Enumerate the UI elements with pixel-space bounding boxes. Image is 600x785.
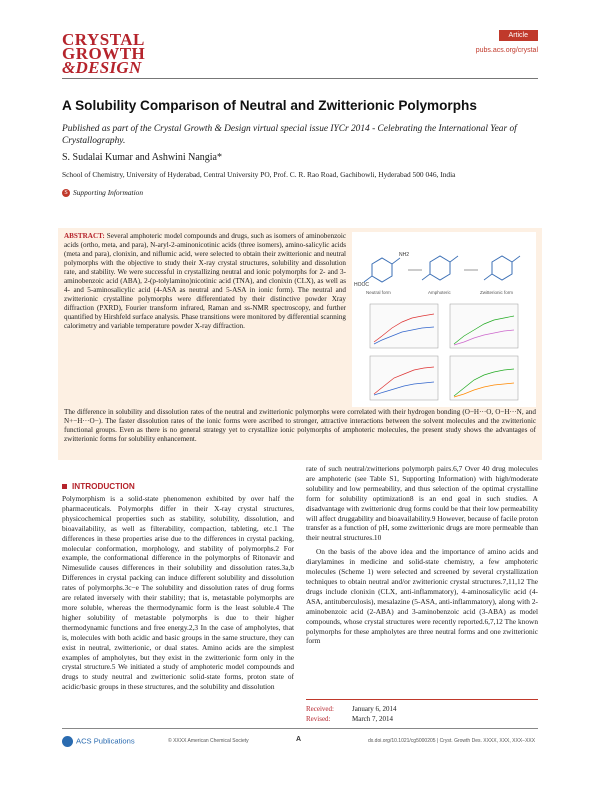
logo-line-3: &DESIGN <box>62 58 142 77</box>
doi-citation[interactable]: dx.doi.org/10.1021/cg5000205 | Cryst. Growth Des. XXXX, XXX, XXX−XXX <box>368 738 536 744</box>
abstract-body-narrow: Several amphoteric model compounds and drugs, such as isomers of aminobenzoic acids (ortho, meta, and para), N-aryl-2-aminonicotinic acids (three isomers), amino-salicylic acids (meta and para), clonixin, and niflumic acid, were selected to obtain their zwitterionic and neutral polymorphs with the objective to study their X-ray crystal structures, solubility and dissolution rate, and stability. We were successful in crystallizing neutral and ionic polymorphs for 2- and 3-aminobenzoic acid (ABA), 2-(p-tolylamino)nicotinic acid (TNA), and clonixin (CLX), as well as 4- and 5-aminosalicylic acid (4-ASA as neutral and 5-ASA in ionic form). The neutral and zwitterionic crystalline polymorphs were differentiated by their distinctive powder Xray diffraction (PXRD), Fourier transform infrared, Raman and ss-NMR spectroscopy, and further quantified by Hirshfeld surface analysis. Phase transitions were monitored by differential scanning calorimetry and variable temperature powder X-ray diffraction. <box>64 232 346 330</box>
footer-divider <box>62 728 538 729</box>
publisher-name: ACS Publications <box>76 736 135 746</box>
toc-label-1: HOOC <box>354 282 369 288</box>
intro-right-column <box>306 464 538 646</box>
toc-label-3: Neutral form <box>366 290 391 295</box>
introduction-heading <box>62 482 135 491</box>
supporting-info-icon: S <box>62 189 70 197</box>
revised-label: Revised: <box>306 715 331 723</box>
supporting-info-link[interactable] <box>62 188 143 197</box>
revised-value: March 7, 2014 <box>352 715 394 723</box>
logo-line-1: CRYSTAL <box>62 30 145 49</box>
acs-logo-icon <box>62 736 73 747</box>
article-title: A Solubility Comparison of Neutral and Zwitterionic Polymorphs <box>62 98 477 113</box>
article-type-badge: Article <box>499 30 538 41</box>
supporting-info-label: Supporting Information <box>73 188 144 197</box>
intro-right-paragraph-2: On the basis of the above idea and the importance of amino acids and diarylamines in medicine and solid-state chemistry, a few amphoteric molecules (Scheme 1) were selected and screened by several crystallization techniques to obtain neutral and/or zwitterionic crystal structures.7,11,12 The drugs include clonixin (CLX, anti-inflammatory), 4-aminosalicylic acid (4-ASA, antituberculosis), mesalazine (5-ASA, anti-inflammatory), along with 2-aminobenzoic acid (2-ABA) and 3-aminobenzoic acid (3-ABA) as model compounds, whose crystal structures were recently reported.6,7,12 The known polymorphs for these ampholytes are three neutral forms and one zwitterionic form <box>306 547 538 646</box>
copyright: © XXXX American Chemical Society <box>168 738 249 744</box>
article-dates <box>306 704 397 724</box>
toc-graphic <box>352 232 536 407</box>
author-list: S. Sudalai Kumar and Ashwini Nangia* <box>62 152 222 163</box>
toc-label-5: Zwitterionic form <box>480 290 514 295</box>
toc-plot-2 <box>450 304 518 348</box>
article-subtitle: Published as part of the Crystal Growth & Design virtual special issue IYCr 2014 - Celebrating the International Year of Crystallography. <box>62 124 517 146</box>
intro-right-paragraph-1: rate of such neutral/zwitterions polymorph pairs.6,7 Over 40 drug molecules are amphoteric (see Table S1, Supporting Information) with high/moderate solubility and low permeability, and thus selection of the optimal crystalline form for solubility optimization8 is an end goal in such studies. A disadvantage with zwitterionic drug forms could be that their low permeability will affect druggability and bioavailability.9 However, because of facile proton transfer as a function of pH, some zwitterionic drugs are more permeable than their neutral structures.10 <box>306 464 538 543</box>
received-label: Received: <box>306 705 334 713</box>
logo-line-2: GROWTH <box>62 44 146 63</box>
abstract-body-full: The difference in solubility and dissolution rates of the neutral and zwitterionic polymorphs were correlated with their hydrogen bonding (O−H···O, O−H···N, and N+−H···O−). The faster dissolution rates of the ionic forms were ascribed to stronger, attractive interactions between the solvent molecules and the zwitterionic functional groups. Even as there is no general strategy yet to crystallize ionic polymorphs of amphoteric molecules, the present study shows the advantages of zwitterionic forms for solubility enhancement. <box>64 408 536 443</box>
publisher-logo[interactable] <box>62 736 135 747</box>
dates-divider <box>306 699 538 700</box>
journal-url-link[interactable]: pubs.acs.org/crystal <box>475 47 538 54</box>
toc-label-4: Amphoteric <box>428 290 451 295</box>
toc-plot-4 <box>450 356 518 400</box>
received-value: January 6, 2014 <box>352 705 397 713</box>
toc-plot-3 <box>370 356 438 400</box>
affiliation: School of Chemistry, University of Hyderabad, Central University PO, Prof. C. R. Rao Road, Gachibowli, Hyderabad 500 046, India <box>62 170 456 179</box>
toc-plot-1 <box>370 304 438 348</box>
abstract-label: ABSTRACT: <box>64 232 105 240</box>
received-row <box>306 704 397 714</box>
journal-logo <box>62 30 212 77</box>
revised-row <box>306 714 397 724</box>
header-divider <box>62 78 538 79</box>
section-marker-icon <box>62 484 67 489</box>
introduction-heading-text: INTRODUCTION <box>72 482 135 491</box>
toc-label-2: NH2 <box>399 252 410 258</box>
intro-left-column: Polymorphism is a solid-state phenomenon exhibited by over half the pharmaceuticals. Polymorphs differ in their X-ray crystal structures, physicochemical properties such as stability, solubility, dissolution, and bioavailability, as well as filterability, compaction, tableting, etc.1 The differences in these properties arise due to the differences in crystal packing, molecular conformation, morphology, and stability of polymorphs.2 For example, the conformational difference in the polymorphs of Ritonavir and Nimesulide causes differences in their solubility and dissolution rates.3a,b Differences in crystal packing can induce different solubility and dissolution rates of polymorphs.3c−e The solubility and dissolution rates of drug forms are related inversely with their stability; that is, metastable polymorphs are more soluble, whereas the thermodynamic form is the least soluble.4 The higher solubility of metastable polymorphs is due to their higher thermodynamic functions and free energy.2,3 In the case of ampholytes, that is, molecules with both acidic and basic groups in the same structure, they can exist in neutral, zwitterionic, or dual states. Amino acids are the simplest examples of ampholytes, but they exist in the zwitterionic form only in the crystal structure.5 We initiated a study of amphoteric model compounds and drugs to study neutral and zwitterionic solid-state forms, proton state of acidic/basic groups in these structures, and the solubility and dissolution <box>62 494 294 692</box>
page-number: A <box>296 736 302 743</box>
abstract-text-narrow <box>64 232 346 331</box>
